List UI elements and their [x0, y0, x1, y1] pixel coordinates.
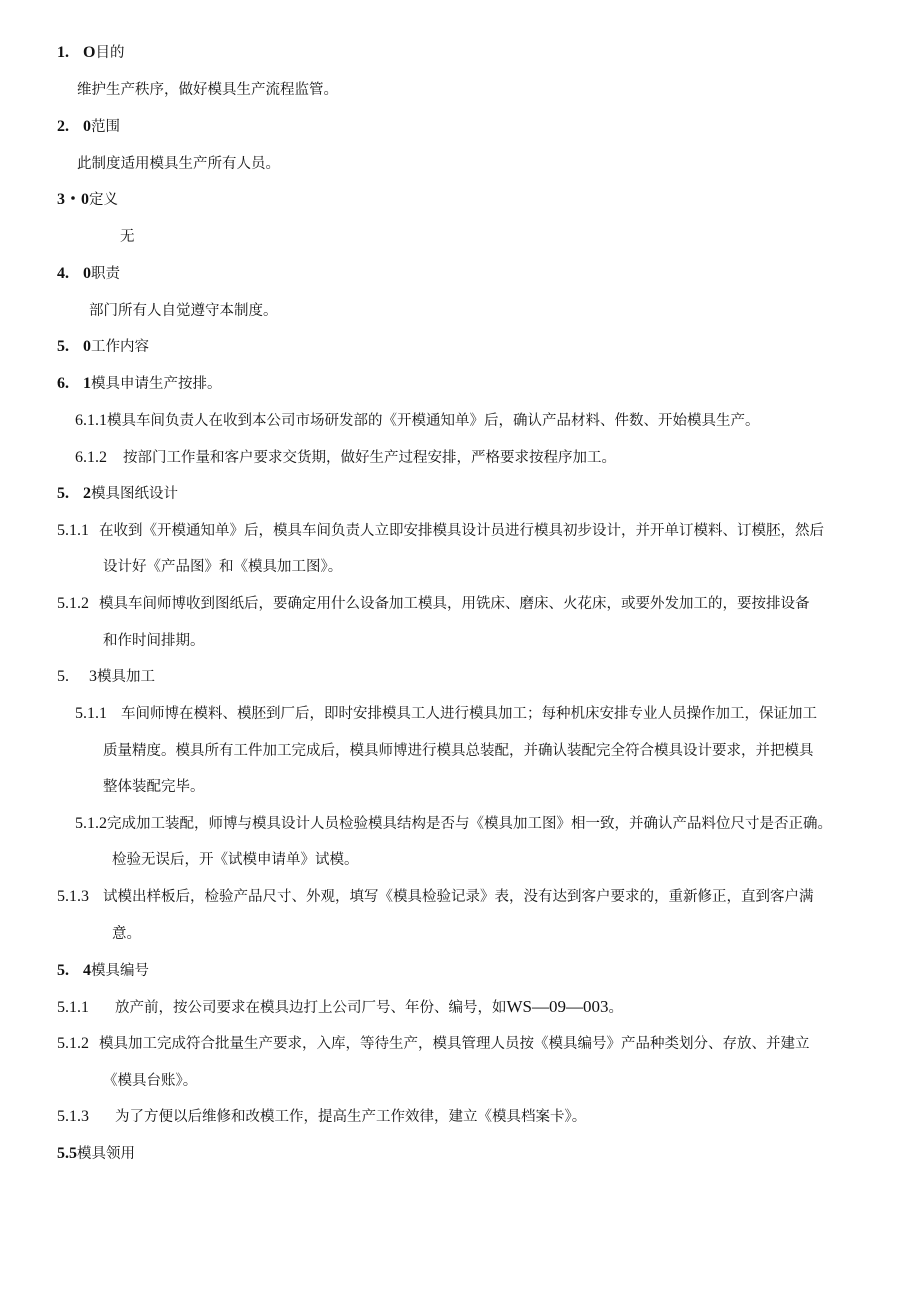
clause-design-5-1-1-cont: 设计好《产品图》和《模具加工图》。	[103, 559, 343, 575]
clause-numbering-5-1-3: 5.1.3 为了方便以后维修和改模工作，提高生产工作效律，建立《模具档案卡》。	[57, 1108, 587, 1125]
paragraph-duties: 部门所有人自觉遵守本制度。	[89, 303, 278, 319]
clause-processing-5-1-2: 5.1.2完成加工装配，师博与模具设计人员检验模具结构是否与《模具加工图》相一致，并确认产品料位尺寸是否正确。	[75, 815, 832, 832]
clause-design-5-1-2-cont: 和作时间排期。	[103, 633, 205, 649]
heading-scope: 2. 0范围	[57, 118, 120, 135]
paragraph-purpose: 维护生产秩序，做好模具生产流程监管。	[77, 82, 338, 98]
paragraph-scope: 此制度适用模具生产所有人员。	[77, 156, 280, 172]
clause-numbering-5-1-2-cont: 《模具台账》。	[103, 1073, 198, 1089]
clause-processing-5-1-1-cont: 质量精度。模具所有工件加工完成后，模具师博进行模具总装配，并确认装配完全符合模具设计要求，并把模具	[103, 743, 814, 759]
paragraph-definition: 无	[120, 229, 135, 245]
clause-processing-5-1-3-cont: 意。	[112, 926, 141, 942]
heading-purpose: 1. O目的	[57, 44, 125, 61]
clause-design-5-1-1: 5.1.1 在收到《开模通知单》后，模具车间负责人立即安排模具设计员进行模具初步设计，并开单订模料、订模胚，然后	[57, 522, 824, 539]
clause-processing-5-1-1-cont2: 整体装配完毕。	[103, 779, 205, 795]
clause-processing-5-1-3: 5.1.3 试模出样板后，检验产品尺寸、外观，填写《模具检验记录》表，没有达到客户要求的，重新修正，直到客户满	[57, 888, 814, 905]
heading-mold-requisition: 5.5模具领用	[57, 1145, 135, 1162]
clause-6-1-2: 6.1.2 按部门工作量和客户要求交货期，做好生产过程安排，严格要求按程序加工。	[75, 449, 616, 466]
clause-numbering-5-1-1: 5.1.1 放产前，按公司要求在模具边打上公司厂号、年份、编号，如WS—09—003。	[57, 997, 623, 1016]
clause-6-1-1: 6.1.1模具车间负责人在收到本公司市场研发部的《开模通知单》后，确认产品材料、件数、开始模具生产。	[75, 412, 760, 429]
heading-work-content: 5. 0工作内容	[57, 338, 149, 355]
heading-mold-numbering: 5. 4模具编号	[57, 962, 149, 979]
heading-mold-processing: 5. 3模具加工	[57, 668, 155, 685]
heading-definition: 3・0定义	[57, 191, 119, 208]
clause-processing-5-1-2-cont: 检验无误后，开《试模申请单》试模。	[112, 852, 359, 868]
clause-processing-5-1-1: 5.1.1 车间师博在模料、模胚到厂后，即时安排模具工人进行模具加工；每种机床安排专业人员操作加工，保证加工	[75, 705, 817, 722]
heading-duties: 4. 0职责	[57, 265, 120, 282]
heading-production-arrangement: 6. 1模具申请生产按排。	[57, 375, 222, 392]
clause-numbering-5-1-2: 5.1.2 模具加工完成符合批量生产要求，入库，等待生产，模具管理人员按《模具编号》产品种类划分、存放、并建立	[57, 1035, 810, 1052]
clause-design-5-1-2: 5.1.2 模具车间师博收到图纸后，要确定用什么设备加工模具，用铣床、磨床、火花床，或要外发加工的，要按排设备	[57, 595, 810, 612]
heading-drawing-design: 5. 2模具图纸设计	[57, 485, 178, 502]
